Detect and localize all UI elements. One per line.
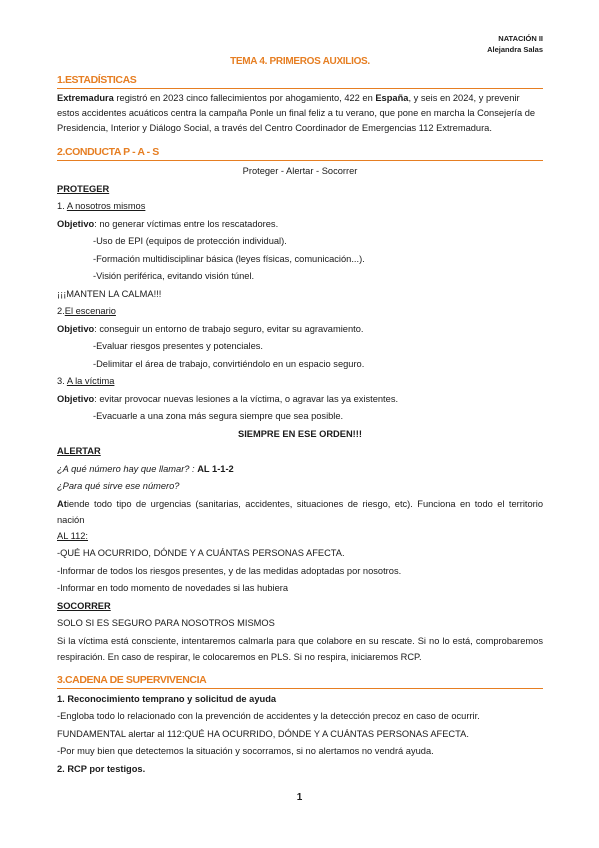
alertar-heading: ALERTAR <box>57 446 101 456</box>
section-2-subtitle: Proteger - Alertar - Socorrer <box>242 166 358 176</box>
objective-label: Objetivo <box>57 393 95 404</box>
para-text-2: , y seis en 2024, y prevenir estos accidentes acuáticos centra la campaña Ponle un final feliz a tu verano, que pone en marcha la Consejería de Presidencia, Interior y Diálogo Social, a través del Centro Coordinador de Emergencias 112 Extremadura. <box>57 93 536 133</box>
list-item: -Visión periférica, evitando visión túnel. <box>93 271 255 281</box>
section-3-line: -Por muy bien que detectemos la situación y socorramos, si no alertamos no vendrá ayuda. <box>57 746 434 756</box>
section-2-title: 2.CONDUCTA P - A - S <box>57 145 543 161</box>
socorrer-line: SOLO SI ES SEGURO PARA NOSOTROS MISMOS <box>57 618 275 628</box>
section-3-line: -Engloba todo lo relacionado con la prevención de accidentes y la detección precoz en caso de ocurrir. <box>57 711 480 721</box>
objective-label: Objetivo <box>57 323 95 334</box>
section-3-heading-2: 2. RCP por testigos. <box>57 763 146 774</box>
item-title: A la víctima <box>66 376 115 386</box>
para-text-1: registró en 2023 cinco fallecimientos por ahogamiento, 422 en <box>113 93 376 103</box>
alertar-question-1 <box>57 461 543 479</box>
answer-text: iende todo tipo de urgencias (sanitarias, accidentes, situaciones de riesgo, etc). Funciona en todo el territorio nación <box>57 498 543 525</box>
answer-bold: At <box>57 498 67 509</box>
item-title: A nosotros mismos <box>66 201 146 211</box>
list-item: -Uso de EPI (equipos de protección individual). <box>93 236 287 246</box>
objective-label: Objetivo <box>57 218 95 229</box>
proteger-item-3 <box>57 373 543 391</box>
list-item: -QUÉ HA OCURRIDO, DÓNDE Y A CUÁNTAS PERSONAS AFECTA. <box>57 548 345 558</box>
item-number: 1. <box>57 201 65 211</box>
socorrer-paragraph: Si la víctima está consciente, intentaremos calmarla para que colabore en su rescate. Si no lo está, comprobaremos respiración. En caso de respirar, le colocaremos en PLS. Si no respira, iniciaremos RCP. <box>57 635 543 662</box>
list-item: -Informar de todos los riesgos presentes, y de las medidas adoptadas por nosotros. <box>57 565 402 576</box>
document-title: TEMA 4. PRIMEROS AUXILIOS. <box>230 56 370 67</box>
proteger-item-2 <box>57 303 543 321</box>
section-3-heading-1: 1. Reconocimiento temprano y solicitud de ayuda <box>57 693 277 704</box>
calm-note: ¡¡¡MANTEN LA CALMA!!! <box>57 288 162 299</box>
list-item: -Formación multidisciplinar básica (leyes físicas, comunicación...). <box>93 253 365 264</box>
list-item: -Informar en todo momento de novedades si las hubiera <box>57 583 289 593</box>
order-note: SIEMPRE EN ESE ORDEN!!! <box>238 428 362 439</box>
alertar-question-2: ¿Para qué sirve ese número? <box>57 481 180 491</box>
proteger-item-1 <box>57 198 543 216</box>
objective-text: : conseguir un entorno de trabajo seguro, evitar su agravamiento. <box>94 323 364 334</box>
question-answer: AL 1-1-2 <box>197 463 234 474</box>
objective-text: : no generar víctimas entre los rescatadores. <box>94 218 279 229</box>
proteger-item-3-objective <box>57 391 543 409</box>
bold-espana: España <box>375 93 409 103</box>
page-header <box>487 33 543 55</box>
item-number: 2. <box>57 306 65 316</box>
section-1-title: 1.ESTADÍSTICAS <box>57 73 543 89</box>
section-1-paragraph <box>57 91 543 136</box>
socorrer-heading: SOCORRER <box>57 600 111 611</box>
header-subject: NATACIÓN II <box>498 34 543 43</box>
list-item: -Evacuarle a una zona más segura siempre que sea posible. <box>93 411 344 421</box>
header-author: Alejandra Salas <box>487 45 543 54</box>
proteger-item-1-objective <box>57 216 543 234</box>
al112-label: AL 112: <box>57 530 89 541</box>
alertar-answer <box>57 496 543 528</box>
question-text: ¿A qué número hay que llamar? : <box>57 463 198 474</box>
bold-extremadura: Extremadura <box>57 93 114 103</box>
list-item: -Evaluar riesgos presentes y potenciales. <box>93 341 264 351</box>
proteger-item-2-objective <box>57 321 543 339</box>
proteger-heading: PROTEGER <box>57 183 110 194</box>
list-item: -Delimitar el área de trabajo, convirtiéndolo en un espacio seguro. <box>93 358 365 369</box>
section-3-line: FUNDAMENTAL alertar al 112:QUÉ HA OCURRIDO, DÓNDE Y A CUÁNTAS PERSONAS AFECTA. <box>57 728 469 739</box>
document-body <box>57 55 543 778</box>
item-number: 3. <box>57 376 65 386</box>
page-number: 1 <box>296 792 303 803</box>
objective-text: : evitar provocar nuevas lesiones a la víctima, o agravar las ya existentes. <box>94 393 399 404</box>
item-title: El escenario <box>64 306 116 316</box>
section-3-title: 3.CADENA DE SUPERVIVENCIA <box>57 673 543 689</box>
